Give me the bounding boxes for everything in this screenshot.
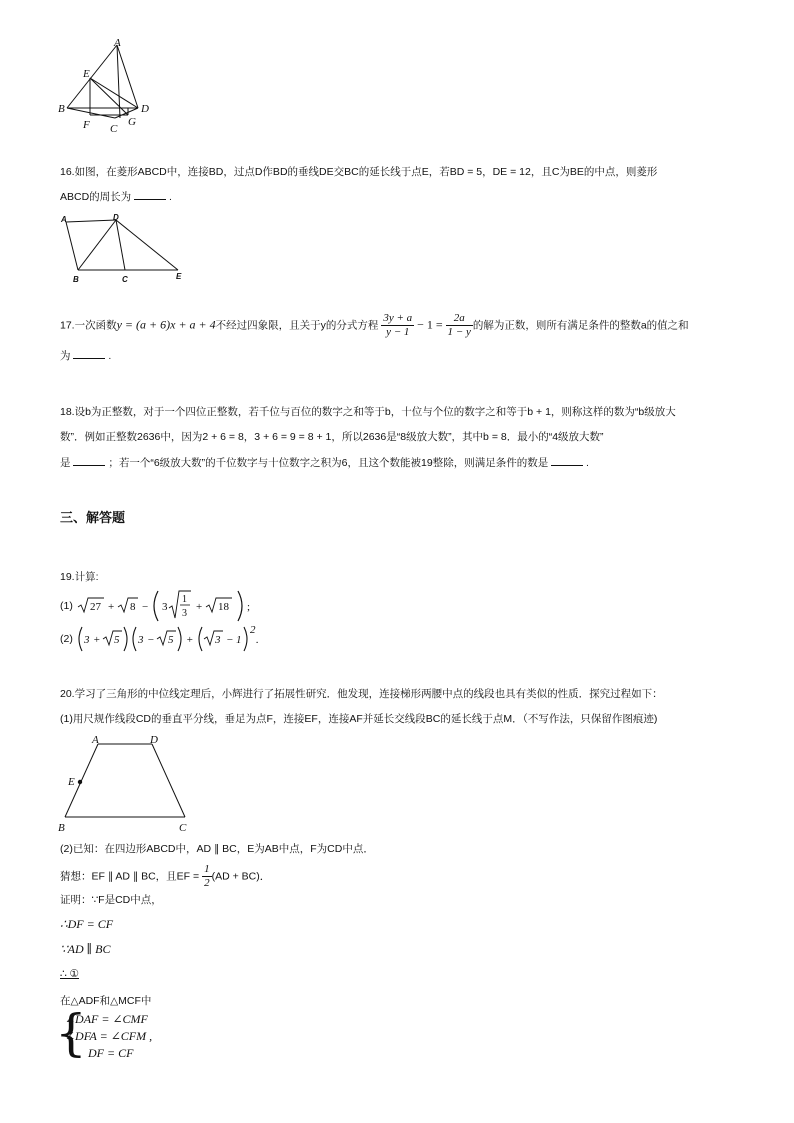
q17-suffix: 的解为正数，则所有满足条件的整数a的值之和 — [472, 319, 689, 332]
q20-proof-2: ∴DF = CF — [60, 917, 114, 931]
q17-line2: 为 . — [60, 350, 112, 362]
q20-line3: (2)已知：在四边形ABCD中，AD ∥ BC，E为AB中点，F为CD中点． — [60, 843, 374, 855]
svg-text:18: 18 — [217, 601, 229, 613]
q18-line3: 是 ；若一个“6级放大数”的千位数字与十位数字之积为6，且这个数能被19整除，则满足条件的数是 . — [60, 457, 589, 469]
svg-text:−: − — [146, 634, 155, 646]
q16-line2-suffix: . — [169, 191, 172, 203]
q17-function: y = (a + 6)x + a + 4 — [116, 317, 216, 332]
q19-part2-expression — [76, 624, 276, 654]
svg-text:+: + — [195, 601, 202, 613]
q17-answer-blank[interactable] — [73, 348, 105, 359]
q17-prefix: 17.一次函数 — [60, 319, 117, 332]
q16-answer-blank[interactable] — [134, 189, 166, 200]
svg-text:8: 8 — [129, 601, 136, 613]
fig3-label-b: B — [58, 822, 65, 834]
svg-text:3: 3 — [83, 634, 90, 646]
figure-triangle-diagram — [55, 36, 160, 136]
svg-text:−: − — [225, 634, 234, 646]
svg-text:.: . — [255, 634, 259, 646]
q18-line1: 18.设b为正整数，对于一个四位正整数，若千位与百位的数字之和等于b，十位与个位的数字之和等于b + 1，则称这样的数为“b级放大 — [60, 406, 676, 418]
fig3-label-e: E — [68, 776, 75, 788]
svg-text:3: 3 — [137, 634, 144, 646]
q19-part1-expression — [76, 588, 266, 624]
q20-system-brace: { — [55, 1004, 87, 1062]
q18-answer-blank-2[interactable] — [551, 455, 583, 466]
figure-rhombus-diagram — [58, 212, 198, 287]
q18-answer-blank-1[interactable] — [73, 455, 105, 466]
q20-proof-4: ∴ ① — [60, 968, 80, 980]
fig2-label-d: D — [113, 213, 119, 222]
svg-text:3: 3 — [214, 634, 221, 646]
svg-text:+: + — [92, 634, 101, 646]
fig1-label-g: G — [128, 116, 136, 128]
svg-text:−: − — [141, 601, 148, 613]
fig3-label-c: C — [179, 822, 187, 834]
svg-text:2: 2 — [249, 624, 256, 636]
svg-text:3: 3 — [161, 601, 168, 613]
q16-text-line1: 16.如图，在菱形ABCD中，连接BD，过点D作BD的垂线DE交BC的延长线于点E，若BD = 5，DE = 12，且C为BE的中点，则菱形 — [60, 166, 658, 178]
fig1-label-d: D — [141, 103, 149, 115]
fig1-label-a: A — [114, 37, 121, 49]
svg-text:3: 3 — [181, 608, 187, 619]
fig2-label-b: B — [73, 275, 79, 284]
q20-proof-3: ∵AD ∥ BC — [60, 942, 111, 956]
svg-text:27: 27 — [89, 601, 101, 613]
svg-text:1: 1 — [181, 594, 187, 605]
q20-system-line-1: ∠DAF = ∠CMF — [65, 1012, 148, 1026]
fig1-label-c: C — [110, 123, 118, 135]
q20-system-line-3: DF = CF — [88, 1046, 134, 1060]
q20-guess-fraction: $\frac{1}{2}$ — [204, 863, 210, 889]
q19-title: 19.计算: — [60, 571, 99, 583]
q20-proof-5: 在△ADF和△MCF中 — [60, 995, 152, 1007]
svg-text:5: 5 — [167, 634, 174, 646]
fig2-label-a: A — [61, 215, 67, 224]
fig2-label-c: C — [122, 275, 128, 284]
q19-part2: (2) 3 + 5 3 − 5 + 3 − 1 2 . — [60, 624, 276, 654]
fig2-label-e: E — [176, 272, 182, 281]
q17-middle: 不经过四象限，且关于y的分式方程 — [215, 319, 379, 332]
q20-system-line-2: ∠DFA = ∠CFM , — [65, 1029, 153, 1043]
q20-line2: (1)用尺规作线段CD的垂直平分线，垂足为点F，连接EF，连接AF并延长交线段BC的延长线于点M．（不写作法，只保留作图痕迹) — [60, 713, 658, 725]
q17-fraction-2: $\frac{2a}{1 - y}$ — [447, 312, 471, 338]
fig1-label-e: E — [83, 68, 90, 80]
q19-part1: (1) 27 + 8 − 3 1 3 + 18 ; — [60, 588, 266, 624]
svg-text:+: + — [185, 634, 194, 646]
q20-line1: 20.学习了三角形的中位线定理后，小辉进行了拓展性研究．他发现，连接梯形两腰中点的线段也具有类似的性质．探究过程如下： — [60, 688, 663, 700]
fig1-label-f: F — [83, 119, 90, 131]
q17-line1 — [60, 312, 689, 339]
q17-fraction-1: $\frac{3y + a}{y - 1}$ — [383, 312, 413, 338]
fig3-label-d: D — [150, 734, 158, 746]
svg-text:1: 1 — [235, 634, 242, 646]
q18-line2: 数”．例如正整数2636中，因为2 + 6 = 8，3 + 6 = 9 = 8 + 1，所以2636是“8级放大数”，其中b = 8．最小的“4级放大数” — [60, 431, 604, 443]
fig1-label-b: B — [58, 103, 65, 115]
q16-text-line2 — [60, 189, 172, 204]
svg-text:5: 5 — [113, 634, 120, 646]
q20-proof-1: 证明：∵F是CD中点， — [60, 894, 162, 906]
figure-trapezoid-diagram — [55, 731, 200, 836]
q20-guess: 猜想：EF ∥ AD ∥ BC，且EF = $\frac{1}{2}$ (AD + BC)． — [60, 863, 271, 889]
section-title-answers: 三、解答题 — [60, 511, 126, 526]
svg-text:+: + — [107, 601, 114, 613]
q17-minus-one: − 1 = — [417, 317, 443, 332]
fig3-label-a: A — [92, 734, 99, 746]
q16-line2-prefix: ABCD的周长为 — [60, 191, 132, 203]
svg-text:;: ; — [246, 601, 250, 613]
